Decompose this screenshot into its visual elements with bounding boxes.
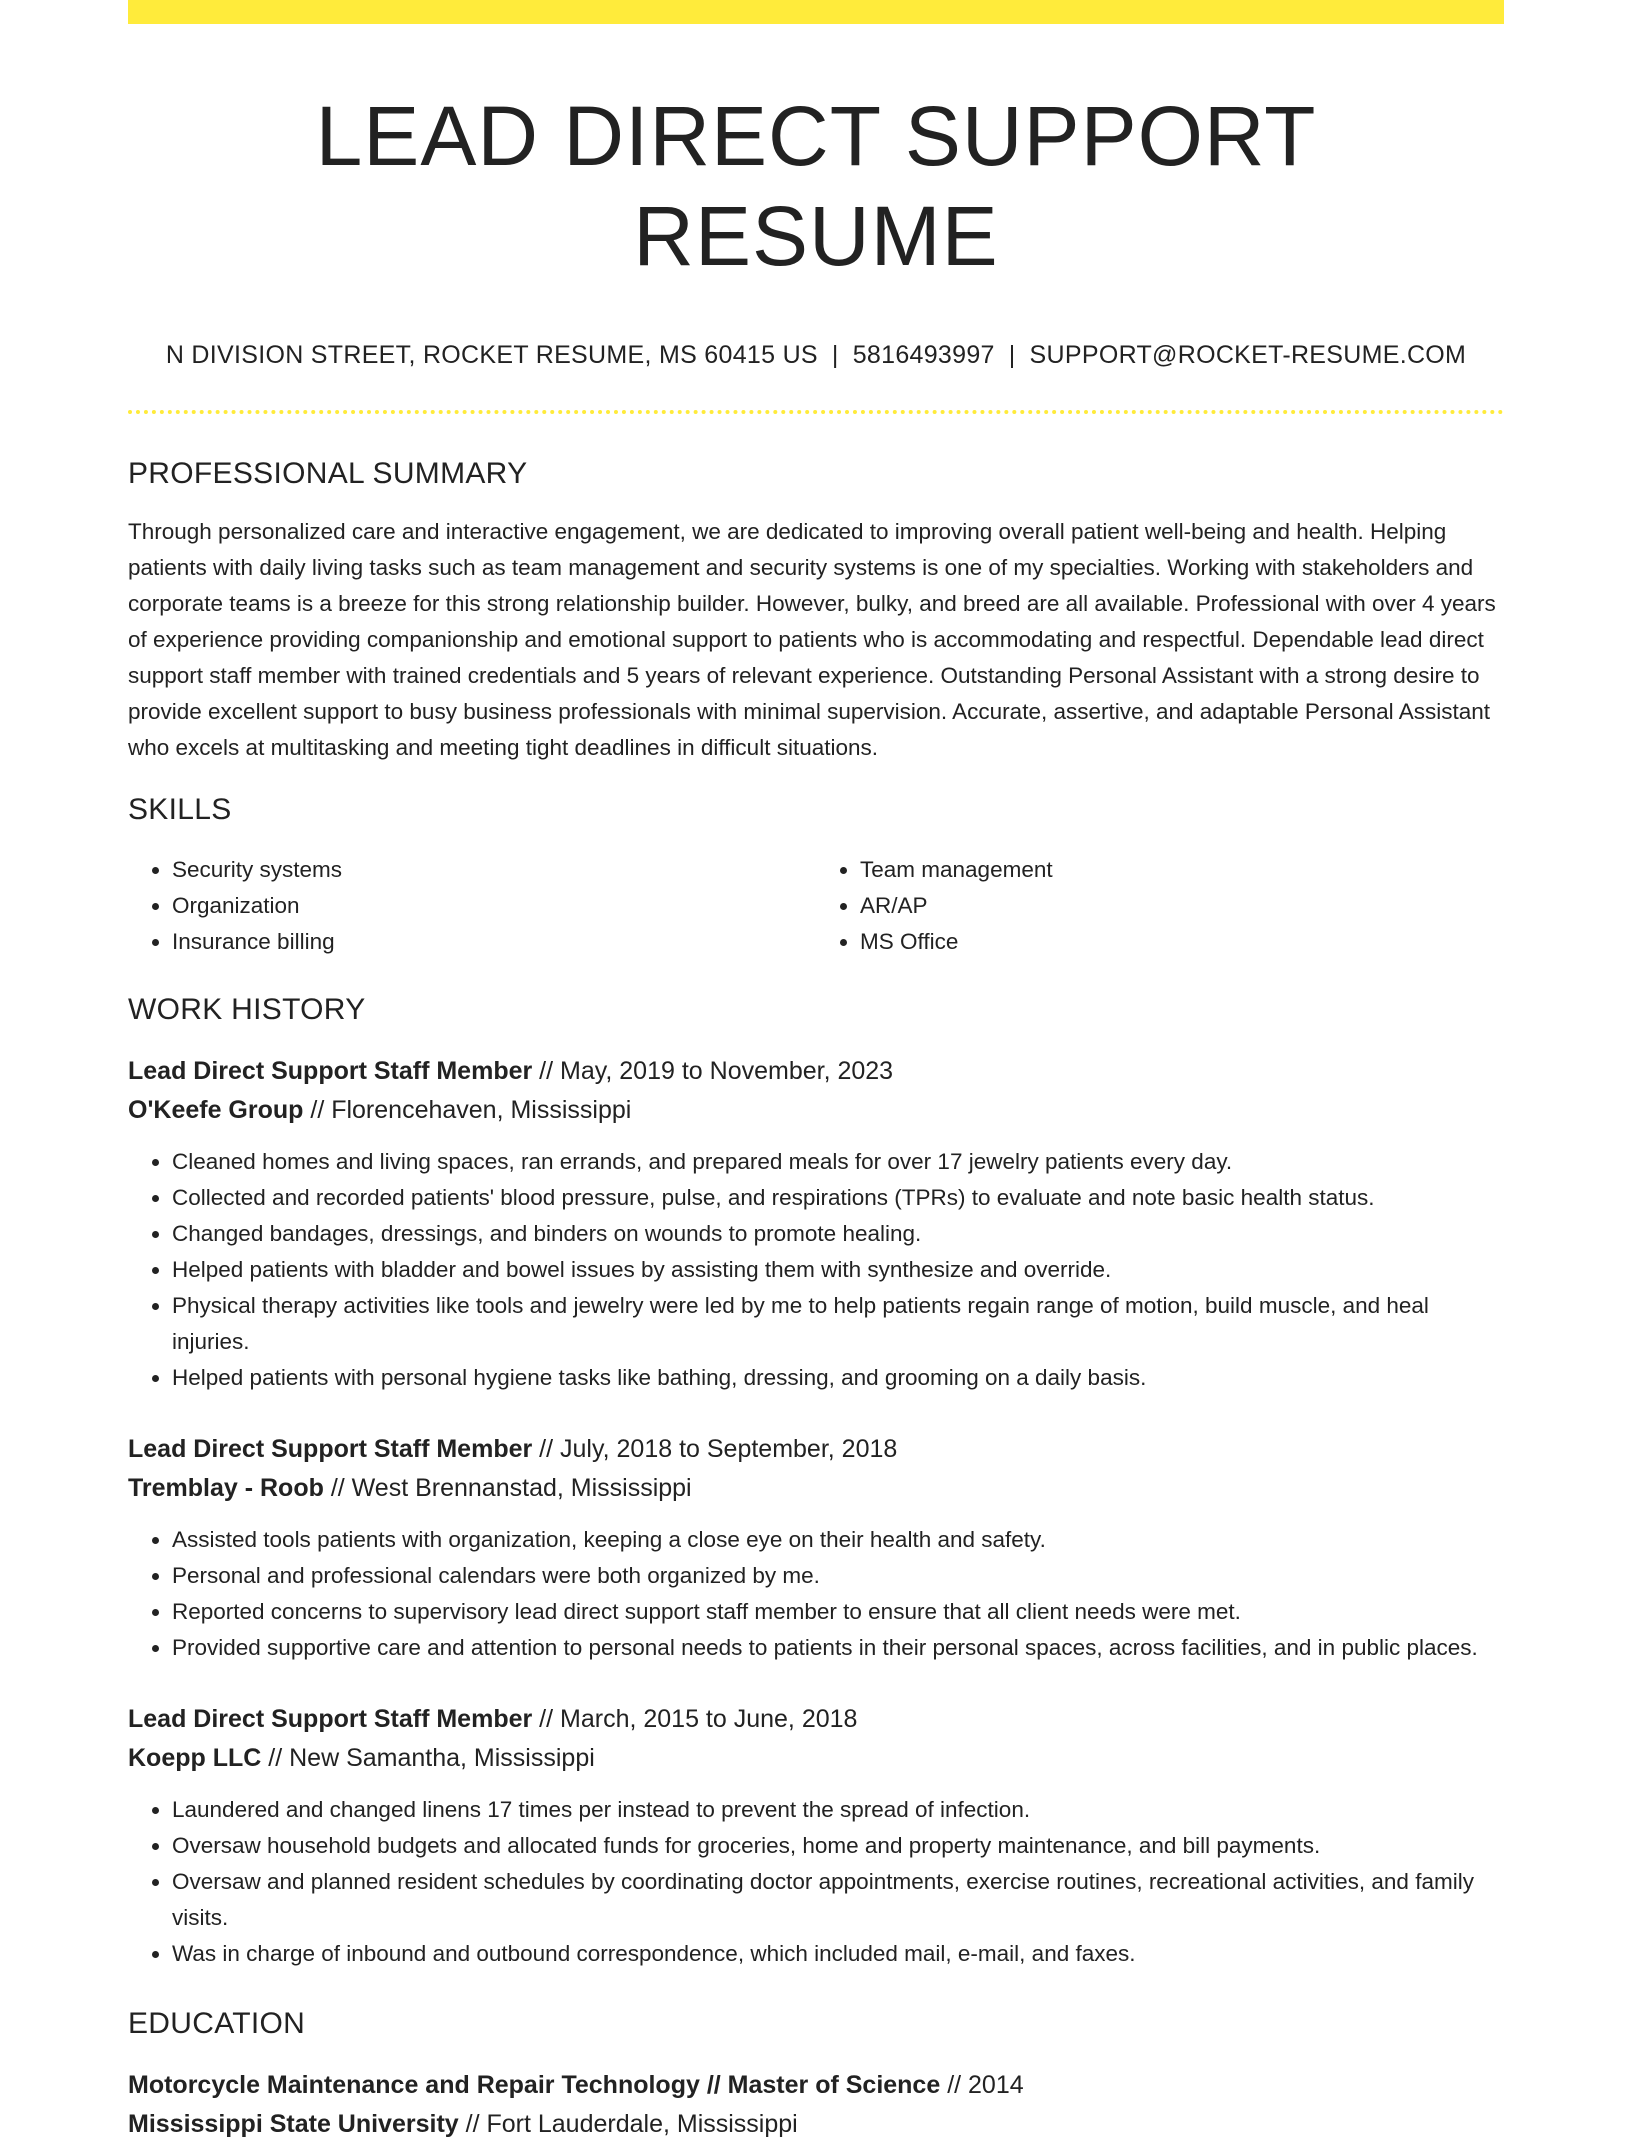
job-bullet: • Personal and professional calendars were both organized by me. <box>172 1558 1504 1594</box>
education-degree-line <box>128 2066 1504 2105</box>
job-title-line <box>128 1700 1504 1739</box>
education-entry <box>128 2066 1504 2144</box>
contact-phone: 5816493997 <box>852 341 995 369</box>
job-bullet: • Laundered and changed linens 17 times per instead to prevent the spread of infection. <box>172 1792 1504 1828</box>
job-company: Koepp LLC <box>128 1744 262 1772</box>
job-bullet: • Helped patients with bladder and bowel issues by assisting them with synthesize and override. <box>172 1252 1504 1288</box>
contact-line <box>128 338 1504 372</box>
job-title: Lead Direct Support Staff Member <box>128 1435 533 1463</box>
work-history-heading: WORK HISTORY <box>128 993 366 1026</box>
job-bullet: • Was in charge of inbound and outbound correspondence, which included mail, e-mail, and faxes. <box>172 1936 1504 1972</box>
contact-address: N DIVISION STREET, ROCKET RESUME, MS 60415 US <box>165 341 818 369</box>
job-title-line <box>128 1052 1504 1091</box>
job-bullet: • Helped patients with personal hygiene tasks like bathing, dressing, and grooming on a daily basis. <box>172 1360 1504 1396</box>
contact-separator: | <box>831 341 839 369</box>
summary-heading: PROFESSIONAL SUMMARY <box>128 457 528 490</box>
skill-item: • Organization <box>172 888 816 924</box>
skill-item: • MS Office <box>860 924 1504 960</box>
job-entry <box>128 1430 1504 1666</box>
job-bullets <box>128 1144 1504 1396</box>
job-title-line <box>128 1430 1504 1469</box>
skills-list <box>128 852 1504 960</box>
job-company-line <box>128 1469 1504 1508</box>
skill-item: • AR/AP <box>860 888 1504 924</box>
job-entry <box>128 1700 1504 1972</box>
job-dates: // March, 2015 to June, 2018 <box>532 1705 858 1733</box>
contact-separator: | <box>1008 341 1016 369</box>
education-school-line <box>128 2105 1504 2144</box>
job-bullet: • Provided supportive care and attention to personal needs to patients in their personal spaces, across facilities, and in public places. <box>172 1630 1504 1666</box>
skills-heading: SKILLS <box>128 793 232 826</box>
job-company-line <box>128 1091 1504 1130</box>
dotted-divider <box>128 410 1504 414</box>
job-bullets <box>128 1792 1504 1972</box>
job-title: Lead Direct Support Staff Member <box>128 1705 533 1733</box>
job-bullet: • Collected and recorded patients' blood pressure, pulse, and respirations (TPRs) to evaluate and note basic health status. <box>172 1180 1504 1216</box>
job-title: Lead Direct Support Staff Member <box>128 1057 533 1085</box>
job-bullet: • Changed bandages, dressings, and binders on wounds to promote healing. <box>172 1216 1504 1252</box>
job-location: // New Samantha, Mississippi <box>261 1744 595 1772</box>
skills-column-right <box>816 852 1504 960</box>
job-bullet: • Reported concerns to supervisory lead direct support staff member to ensure that all client needs were met. <box>172 1594 1504 1630</box>
summary-text: Through personalized care and interactive engagement, we are dedicated to improving overall patient well-being and health. Helping patients with daily living tasks such as team management and security systems is one of my specialties. Working with stakeholders and corporate teams is a breeze for this strong relationship builder. However, bulky, and breed are all available. Professional with over 4 years of experience providing companionship and emotional support to patients who is accommodating and respectful. Dependable lead direct support staff member with trained credentials and 5 years of relevant experience. Outstanding Personal Assistant with a strong desire to provide excellent support to busy business professionals with minimal supervision. Accurate, assertive, and adaptable Personal Assistant who excels at multitasking and meeting tight deadlines in difficult situations. <box>128 519 1496 760</box>
job-bullet: • Assisted tools patients with organization, keeping a close eye on their health and safety. <box>172 1522 1504 1558</box>
job-company: Tremblay - Roob <box>128 1474 324 1502</box>
accent-top-bar <box>128 0 1504 24</box>
job-dates: // May, 2019 to November, 2023 <box>532 1057 894 1085</box>
resume-title: LEAD DIRECT SUPPORT RESUME <box>315 89 1317 283</box>
education-heading: EDUCATION <box>128 2007 306 2040</box>
job-entry <box>128 1052 1504 1396</box>
education-location: // Fort Lauderdale, Mississippi <box>458 2110 798 2138</box>
skill-item: • Team management <box>860 852 1504 888</box>
education-school: Mississippi State University <box>128 2110 459 2138</box>
job-location: // Florencehaven, Mississippi <box>303 1096 632 1124</box>
education-degree: Motorcycle Maintenance and Repair Technology // Master of Science <box>128 2071 941 2099</box>
job-bullet: • Physical therapy activities like tools and jewelry were led by me to help patients regain range of motion, build muscle, and heal injuries. <box>172 1288 1504 1360</box>
job-bullet: • Cleaned homes and living spaces, ran errands, and prepared meals for over 17 jewelry patients every day. <box>172 1144 1504 1180</box>
job-dates: // July, 2018 to September, 2018 <box>532 1435 898 1463</box>
job-company-line <box>128 1739 1504 1778</box>
job-bullets <box>128 1522 1504 1666</box>
job-bullet: • Oversaw household budgets and allocated funds for groceries, home and property maintenance, and bill payments. <box>172 1828 1504 1864</box>
skills-column-left <box>128 852 816 960</box>
resume-page <box>128 0 1504 2144</box>
job-company: O'Keefe Group <box>128 1096 304 1124</box>
skill-item: • Security systems <box>172 852 816 888</box>
contact-email: SUPPORT@ROCKET-RESUME.COM <box>1029 341 1467 369</box>
skill-item: • Insurance billing <box>172 924 816 960</box>
education-year: // 2014 <box>940 2071 1024 2099</box>
job-location: // West Brennanstad, Mississippi <box>323 1474 692 1502</box>
job-bullet: • Oversaw and planned resident schedules by coordinating doctor appointments, exercise routines, recreational activities, and family visits. <box>172 1864 1504 1936</box>
